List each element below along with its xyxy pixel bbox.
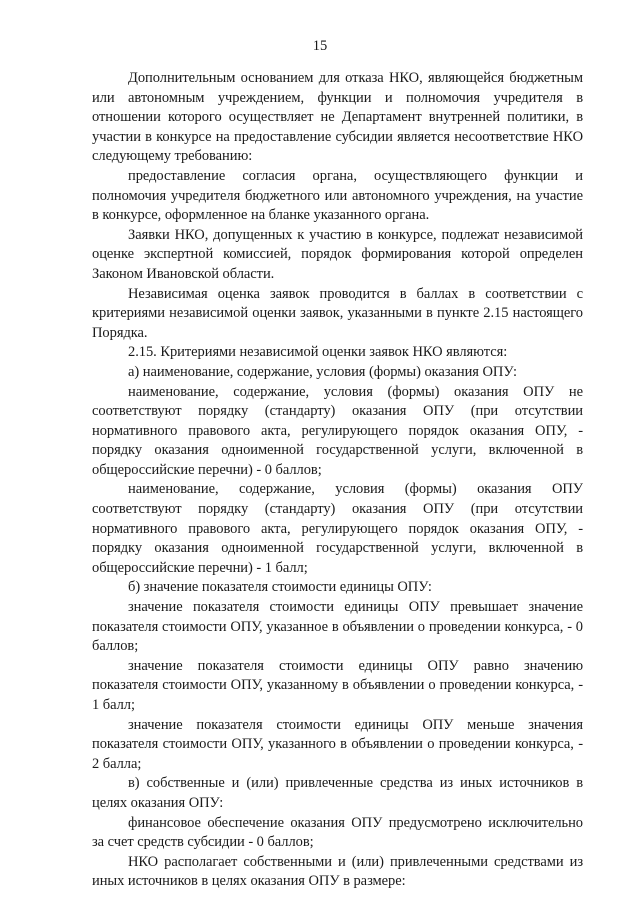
paragraph-criterion-b: б) значение показателя стоимости единицы ОПУ: [128, 579, 432, 596]
paragraph-criterion-b-0-points: значение показателя стоимости единицы ОПУ превышает значение показателя стоимости ОПУ, указанное в объявлении о проведении конкурса, - 0 баллов; [92, 599, 583, 655]
paragraph-founder-consent-requirement: предоставление согласия органа, осуществляющего функции и полномочия учредителя бюджетного или автономного учреждения, на участие в конкурсе, оформленное на бланке указанного органа. [92, 167, 583, 224]
paragraph-criterion-c-own-funds: НКО располагает собственными и (или) привлеченными средствами из иных источников в целях оказания ОПУ в размере: [92, 853, 583, 890]
paragraph-criterion-c-0-points: финансовое обеспечение оказания ОПУ предусмотрено исключительно за счет средств субсидии - 0 баллов; [92, 814, 583, 851]
paragraph-criterion-a: а) наименование, содержание, условия (формы) оказания ОПУ: [128, 363, 517, 380]
paragraph-criterion-a-0-points: наименование, содержание, условия (формы) оказания ОПУ не соответствуют порядку (стандарту) оказания ОПУ (при отсутствии нормативного правового акта, регулирующего порядок оказания ОПУ, - порядку оказания одноименной государственной услуги, включенной в общероссийские перечни) - 0 баллов; [92, 383, 583, 478]
page-number: 15 [312, 38, 328, 54]
paragraph-independent-assessment: Заявки НКО, допущенных к участию в конкурсе, подлежат независимой оценке экспертной комиссией, порядок формирования которой определен Законом Ивановской области. [92, 226, 583, 282]
paragraph-clause-2-15: 2.15. Критериями независимой оценки заявок НКО являются: [128, 344, 508, 361]
paragraph-additional-ground-for-refusal: Дополнительным основанием для отказа НКО, являющейся бюджетным или автономным учреждением, функции и полномочия учредителя в отношении которого осуществляет не Департамент внутренней политики, в участии в конкурсе на предоставление субсидии является несоответствие НКО следующему требованию: [92, 70, 583, 165]
paragraph-criterion-c: в) собственные и (или) привлеченные средства из иных источников в целях оказания ОПУ: [92, 775, 583, 811]
paragraph-criterion-a-1-point: наименование, содержание, условия (формы) оказания ОПУ соответствуют порядку (стандарту) оказания ОПУ (при отсутствии нормативного правового акта, регулирующего порядок оказания ОПУ, - порядку оказания одноименной государственной услуги, включенной в общероссийские перечни) - 1 балл; [92, 481, 583, 576]
document-body [92, 69, 583, 892]
paragraph-criterion-b-2-points: значение показателя стоимости единицы ОПУ меньше значения показателя стоимости ОПУ, указанного в объявлении о проведении конкурса, - 2 балла; [92, 716, 583, 772]
paragraph-criterion-b-1-point: значение показателя стоимости единицы ОПУ равно значению показателя стоимости ОПУ, указанному в объявлении о проведении конкурса, - 1 балл; [92, 657, 583, 713]
paragraph-assessment-in-points: Независимая оценка заявок проводится в баллах в соответствии с критериями независимой оценки заявок, указанными в пункте 2.15 настоящего Порядка. [92, 285, 583, 341]
